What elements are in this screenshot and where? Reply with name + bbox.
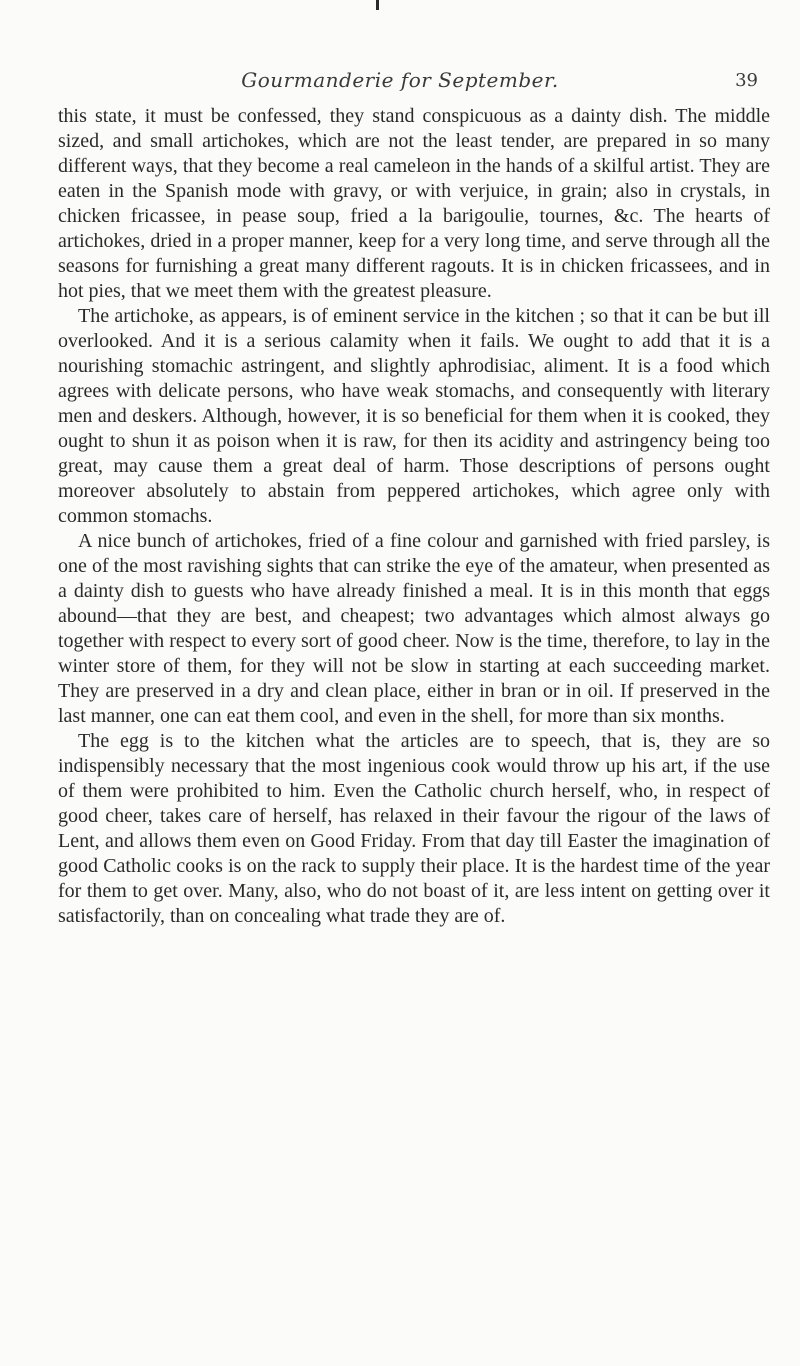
paragraph: this state, it must be confessed, they stand conspicuous as a dainty dish. The middle sized, and small artichokes, which are not the least tender, are prepared in so many different ways, that they become a real cameleon in the hands of a skilful artist. They are eaten in the Spanish mode with gravy, or with verjuice, in grain; also in crystals, in chicken fricassee, in pease soup, fried a la barigoulie, tournes, &c. The hearts of artichokes, dried in a proper manner, keep for a very long time, and serve through all the seasons for furnishing a great many different ragouts. It is in chicken fricassees, and in hot pies, that we meet them with the greatest pleasure.	[58, 105, 770, 302]
paragraph: A nice bunch of artichokes, fried of a fine colour and garnished with fried parsley, is one of the most ravishing sights that can strike the eye of the amateur, when presented as a dainty dish to guests who have already finished a meal. It is in this month that eggs abound—that they are best, and cheapest; two advantages which almost always go together with respect to every sort of good cheer. Now is the time, therefore, to lay in the winter store of them, for they will not be slow in starting at each succeeding market. They are preserved in a dry and clean place, either in bran or in oil. If preserved in the last manner, one can eat them cool, and even in the shell, for more than six months.	[58, 530, 770, 727]
running-title: Gourmanderie for September.	[241, 68, 559, 92]
paragraph: The egg is to the kitchen what the articles are to speech, that is, they are so indispensibly necessary that the most ingenious cook would throw up his art, if the use of them were prohibited to him. Even the Catholic church herself, who, in respect of good cheer, takes care of herself, has relaxed in their favour the rigour of the laws of Lent, and allows them even on Good Friday. From that day till Easter the imagination of good Catholic cooks is on the rack to supply their place. It is the hardest time of the year for them to get over. Many, also, who do not boast of it, are less intent on getting over it satisfactorily, than on concealing what trade they are of.	[58, 730, 770, 927]
print-mark	[376, 0, 379, 10]
page-header	[40, 68, 760, 98]
paragraph: The artichoke, as appears, is of eminent service in the kitchen ; so that it can be but ill overlooked. And it is a serious calamity when it fails. We ought to add that it is a nourishing stomachic astringent, and slightly aphrodisiac, aliment. It is a food which agrees with delicate persons, who have weak stomachs, and consequently with literary men and deskers. Although, however, it is so beneficial for them when it is cooked, they ought to shun it as poison when it is raw, for then its acidity and astringency being too great, may cause them a great deal of harm. Those descriptions of persons ought moreover absolutely to abstain from peppered artichokes, which agree only with common stomachs.	[58, 305, 770, 527]
page-number: 39	[735, 70, 758, 91]
body-text	[58, 104, 770, 929]
